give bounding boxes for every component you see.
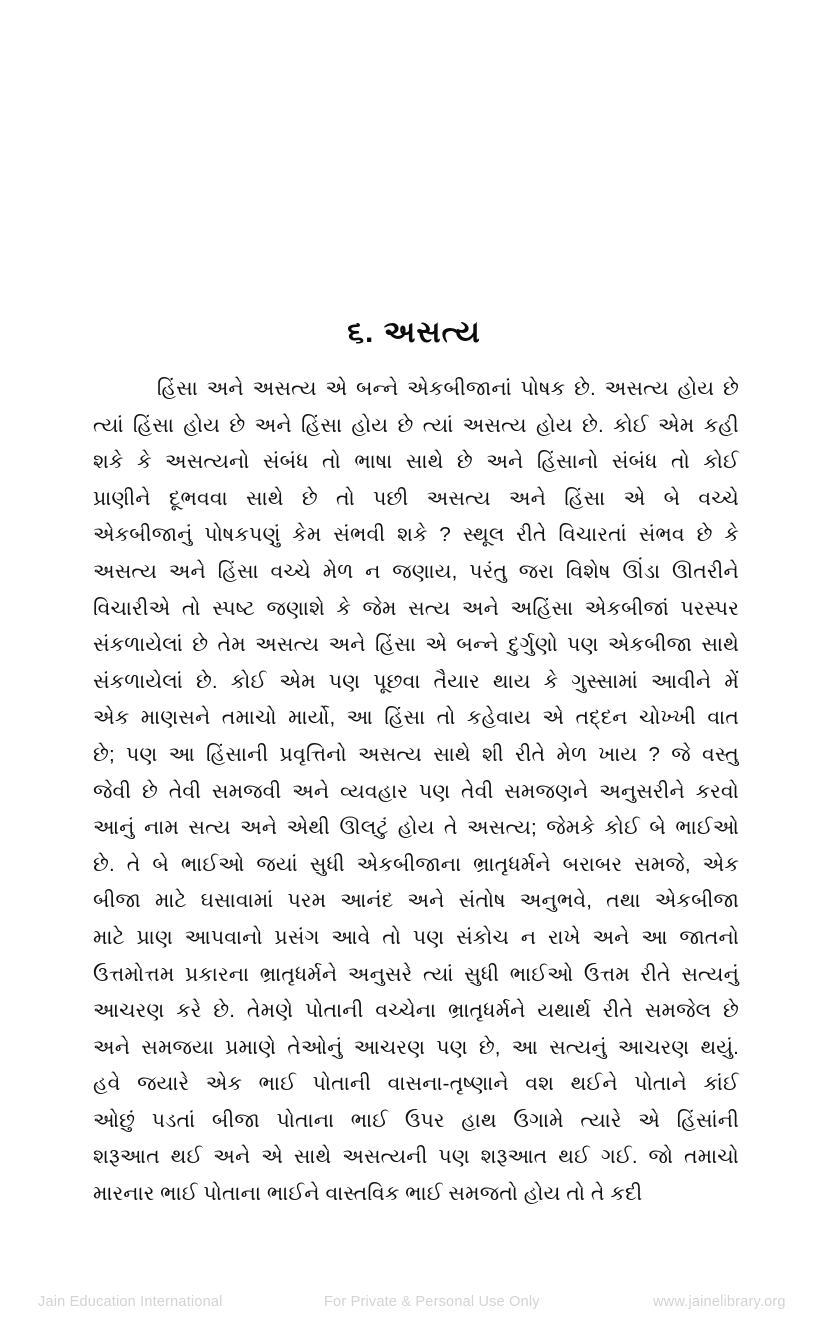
body-word: હિંસા	[301, 413, 343, 437]
body-word: છે	[301, 486, 318, 510]
body-word: એક	[93, 706, 130, 730]
body-word: સ્પષ્ટ	[212, 596, 255, 620]
body-line	[93, 920, 739, 957]
body-word: જાતનો	[679, 925, 739, 949]
body-word: અને	[93, 1035, 131, 1059]
body-word: થાય	[492, 669, 531, 693]
body-word: તે	[126, 852, 141, 876]
body-word: મેળ	[556, 742, 588, 766]
body-word: તો	[671, 450, 690, 474]
body-line	[93, 1066, 739, 1103]
body-word: કેમ	[292, 523, 322, 547]
body-word: અને	[592, 925, 630, 949]
body-word: હવે	[93, 1072, 121, 1096]
body-word: અને	[407, 889, 445, 913]
body-word: સાથે	[246, 486, 284, 510]
body-word: ભ્રાતૃધર્મને	[259, 962, 338, 986]
body-word: બન્ને	[456, 633, 499, 657]
body-word: રીતે	[515, 742, 546, 766]
body-word: સાથે	[293, 1145, 332, 1169]
body-word: ત્યારે	[580, 1108, 622, 1132]
body-word: પણ	[418, 779, 451, 803]
body-line	[93, 517, 739, 554]
body-word: શકે	[93, 450, 124, 474]
footer-usage-notice: For Private & Personal Use Only	[324, 1294, 540, 1310]
body-word: તેમ	[217, 633, 246, 657]
body-word: કોઈ	[604, 816, 640, 840]
body-word: સમજેલ	[644, 999, 712, 1023]
body-word: તે	[443, 816, 458, 840]
body-word: છે	[141, 779, 158, 803]
body-word: ત્યાં	[422, 962, 454, 986]
body-word: સત્ય	[188, 816, 231, 840]
body-word: હોય	[351, 413, 389, 437]
body-line	[93, 591, 739, 628]
body-line	[93, 408, 739, 445]
body-line	[93, 444, 739, 481]
body-word: વચ્ચે	[270, 559, 311, 583]
body-word: વિશેષ	[565, 559, 611, 583]
body-word: ન	[520, 925, 537, 949]
body-word: તો	[382, 925, 402, 949]
body-word: રીતે	[516, 523, 547, 547]
body-word: પરંતુ	[469, 559, 508, 583]
body-word: જેવી	[93, 779, 132, 803]
body-word: અસત્ય	[93, 559, 157, 583]
body-line	[93, 554, 739, 591]
body-word: હિંસા	[564, 486, 606, 510]
body-word: છે;	[93, 742, 115, 766]
body-word: સાથે	[701, 633, 739, 657]
body-word: કરવો	[695, 779, 739, 803]
body-word: કે	[724, 523, 739, 547]
body-word: ઘસાવામાં	[200, 889, 274, 913]
body-word: સત્યનું	[549, 1035, 607, 1059]
body-word: પ્રાણ	[136, 925, 173, 949]
body-line	[93, 883, 739, 920]
body-word: વિચારીએ	[93, 596, 171, 620]
body-word: અસત્યની	[342, 1145, 428, 1169]
body-word: હોય	[397, 816, 435, 840]
body-line	[93, 1103, 739, 1140]
body-word: ઊંડા	[622, 559, 661, 583]
body-word: સંબંધ	[611, 450, 658, 474]
body-word: અસત્ય;	[467, 816, 537, 840]
body-word: આચરણ	[93, 999, 165, 1023]
body-word: સત્ય	[408, 596, 451, 620]
body-word: દુર્ગુણો	[508, 633, 558, 657]
body-word: બે	[152, 852, 169, 876]
body-word: પણ	[125, 742, 158, 766]
body-word: હોય	[535, 413, 573, 437]
body-word: એમ	[658, 413, 695, 437]
body-word: છે.	[195, 669, 218, 693]
body-word: અસત્ય	[255, 633, 320, 657]
body-word: આ	[168, 742, 195, 766]
body-word: અનુભવે,	[519, 889, 593, 913]
body-word: સમજે,	[634, 852, 691, 876]
page-footer	[0, 1294, 828, 1318]
body-word: હિંસા	[217, 559, 259, 583]
body-word: શરૂઆત	[93, 1145, 160, 1169]
body-word: અસત્ય	[604, 377, 669, 400]
body-word: જયાં	[256, 852, 298, 876]
body-word: એ	[638, 1108, 660, 1132]
body-word: થઈને	[570, 1072, 618, 1096]
body-word: જેમ	[362, 596, 397, 620]
body-word: અસત્યનો	[164, 450, 250, 474]
body-word: એકબીજાં	[584, 596, 669, 620]
body-word: ?	[648, 742, 661, 766]
body-text-block	[93, 371, 739, 1213]
body-word: બીજા	[211, 1108, 260, 1132]
body-word: પ્રકારના	[185, 962, 250, 986]
body-word: ઉત્તમ	[583, 962, 630, 986]
body-word: ગુસ્સામાં	[571, 669, 638, 693]
body-word: પણ	[412, 925, 445, 949]
body-word: છે.	[213, 999, 236, 1023]
body-word: બરાબર	[562, 852, 623, 876]
body-word: સાથે	[433, 742, 471, 766]
body-word: ત્યાં	[93, 413, 124, 437]
body-line	[93, 627, 739, 664]
body-word: મેં	[724, 669, 739, 693]
body-word: ઊલટું	[339, 816, 389, 840]
body-word: એકબીજાનાં	[407, 377, 512, 400]
body-word: સુધી	[464, 962, 500, 986]
body-word: જણાય,	[392, 559, 458, 583]
body-word: તમાચો	[221, 706, 277, 730]
body-word: હિંસા	[374, 633, 416, 657]
body-word: ખાય	[598, 742, 638, 766]
body-word: છે,	[478, 1035, 501, 1059]
body-word: અને	[240, 816, 278, 840]
body-word: જણાશે	[266, 596, 325, 620]
body-word: સંબંધ	[262, 450, 309, 474]
body-word: તો	[181, 596, 201, 620]
body-word: આચરણ	[617, 1035, 690, 1059]
body-word: તેઓનું	[287, 1035, 343, 1059]
body-word: સંકોચ	[456, 925, 509, 949]
body-word: આચરણ	[353, 1035, 426, 1059]
body-word: આવે	[331, 925, 371, 949]
body-word: વસ્તુ	[702, 742, 739, 766]
body-word: વિચારતાં	[558, 523, 627, 547]
body-word: પછી	[373, 486, 409, 510]
body-word: સંતોષ	[458, 889, 506, 913]
body-word: અને	[486, 450, 524, 474]
body-word: કે	[336, 596, 351, 620]
body-word: હિંસાંની	[676, 1108, 739, 1132]
body-word: ઊતરીને	[671, 559, 739, 583]
body-word: આનું	[93, 816, 135, 840]
body-word: પૂછવા	[373, 669, 421, 693]
body-word: સમજવી	[211, 779, 282, 803]
body-word: જેમકે	[546, 816, 595, 840]
body-word: એ	[261, 1145, 283, 1169]
body-word: ન	[365, 559, 381, 583]
body-word: આ	[641, 925, 668, 949]
body-word: કોઈ	[613, 413, 649, 437]
body-word: થઈ	[170, 1145, 203, 1169]
body-word: છે	[229, 413, 246, 437]
body-line	[93, 664, 739, 701]
body-word: એક	[702, 852, 739, 876]
body-word: ઓછું	[93, 1108, 136, 1132]
body-line	[93, 737, 739, 774]
body-word: એથી	[286, 816, 331, 840]
body-word: ગઈ.	[600, 1145, 638, 1169]
body-word: સંભવી	[333, 523, 386, 547]
body-word: સત્યનું	[681, 962, 739, 986]
body-word: છે.	[582, 413, 604, 437]
body-word: સમજયા	[141, 1035, 214, 1059]
footer-organization: Jain Education International	[38, 1294, 223, 1310]
body-word: ?	[439, 523, 451, 547]
body-word: આ	[346, 706, 373, 730]
body-word: વાસના-તૃષ્ણાને	[387, 1072, 509, 1096]
body-word: આનંદ	[340, 889, 394, 913]
body-word: જે	[671, 742, 691, 766]
body-word: એમ	[279, 669, 316, 693]
body-word: પણ	[567, 633, 599, 657]
body-word: કોઈ	[230, 669, 267, 693]
body-word: સંકળાયેલાં	[93, 633, 183, 657]
body-line	[93, 700, 739, 737]
body-word: અને	[508, 486, 546, 510]
body-word: તો	[336, 486, 355, 510]
body-word: રીતે	[602, 999, 633, 1023]
body-word: તદ્દન	[575, 706, 628, 730]
body-word: કે	[543, 669, 559, 693]
body-word: પોષક	[520, 377, 566, 400]
body-word: હોય	[183, 413, 220, 437]
body-word: એકબીજાના	[356, 852, 462, 876]
body-line	[93, 993, 739, 1030]
body-word: રીતે	[640, 962, 671, 986]
body-word: ઉત્તમોત્તમ	[93, 962, 175, 986]
body-word: સંકળાયેલાં	[93, 669, 183, 693]
body-word: હિંસા	[132, 413, 174, 437]
body-word: છે	[696, 523, 713, 547]
body-word: વ્યવહાર	[340, 779, 409, 803]
body-word: એકબીજા	[607, 633, 693, 657]
chapter-heading: ૬. અસત્ય	[347, 316, 481, 350]
body-word: હિંસા	[384, 706, 426, 730]
body-word: તૈયાર	[433, 669, 480, 693]
body-word: વચ્ચેના	[375, 999, 437, 1023]
body-word: શકે	[397, 523, 428, 547]
body-word: એક	[205, 1072, 243, 1096]
body-word: અસત્ય	[462, 413, 527, 437]
body-word: પ્રવૃત્તિનો	[279, 742, 347, 766]
body-word: ચોખ્ખી	[639, 706, 697, 730]
body-word: બન્ને	[356, 377, 399, 400]
body-word: ઉગામે	[513, 1108, 564, 1132]
body-word: જયારે	[137, 1072, 190, 1096]
body-word: કે	[136, 450, 152, 474]
body-word: દૂભવવા	[168, 486, 228, 510]
body-word: તો	[322, 450, 341, 474]
body-word: સંભવ	[638, 523, 685, 547]
body-word: કહી	[703, 413, 739, 437]
body-word: માર્યો,	[288, 706, 336, 730]
body-word: તેવી	[461, 779, 494, 803]
body-word: હોય	[677, 377, 715, 400]
body-line	[93, 957, 739, 994]
body-line	[93, 481, 739, 518]
body-word: પોતાના	[276, 1108, 335, 1132]
body-word: અને	[292, 779, 330, 803]
body-word: કહેવાય	[466, 706, 531, 730]
body-word: ભ્રાતૃધર્મને	[447, 999, 526, 1023]
body-word: બે	[649, 816, 666, 840]
body-word: ભાઈઓ	[180, 852, 245, 876]
body-word: ભાઈ	[258, 1072, 297, 1096]
body-word: પણ	[328, 669, 361, 693]
body-word: માટે	[154, 889, 187, 913]
body-word: અને	[328, 633, 366, 657]
body-word: પોતાને	[634, 1072, 687, 1096]
body-word: માણસને	[140, 706, 211, 730]
body-word: સમજણને	[504, 779, 589, 803]
body-word: આપવાનો	[184, 925, 263, 949]
body-word: તેમણે	[246, 999, 294, 1023]
body-word: રાખે	[547, 925, 581, 949]
body-word: છે.	[93, 852, 115, 876]
body-word: વચ્ચે	[698, 486, 739, 510]
body-word: પણ	[438, 1145, 470, 1169]
body-word: અનુસરે	[347, 962, 413, 986]
body-word: અસત્ય	[252, 377, 317, 400]
body-word: યથાર્થ	[537, 999, 591, 1023]
body-word: હાથ	[461, 1108, 497, 1132]
body-word: તમાચો	[683, 1145, 739, 1169]
body-word: છે.	[574, 377, 596, 400]
body-line	[93, 1139, 739, 1176]
body-word: ભાઈ	[350, 1108, 389, 1132]
body-word: તો	[436, 706, 456, 730]
body-word: છે	[397, 413, 414, 437]
body-word: અનુસરીને	[599, 779, 685, 803]
body-word: છે	[456, 450, 473, 474]
body-word: ઉપર	[404, 1108, 445, 1132]
body-word: જરા	[518, 559, 554, 583]
body-word: બે	[663, 486, 681, 510]
body-word: સુધી	[309, 852, 345, 876]
body-word: સ્થૂલ	[462, 523, 505, 547]
body-word: શરૂઆત	[480, 1145, 548, 1169]
body-word: એ	[542, 706, 565, 730]
body-word: પણ	[436, 1035, 468, 1059]
body-word: થયું.	[700, 1035, 739, 1059]
body-word: એકબીજા	[654, 889, 739, 913]
body-line	[93, 847, 739, 884]
body-word: નામ	[143, 816, 179, 840]
body-word: વશ	[525, 1072, 555, 1096]
body-word: કોઈ	[703, 450, 739, 474]
body-word: આ	[511, 1035, 538, 1059]
body-word: મેળ	[322, 559, 354, 583]
body-word: પોતાની	[304, 999, 364, 1023]
body-word: અને	[213, 1145, 251, 1169]
body-word: કાંઈ	[703, 1072, 739, 1096]
body-word: પરમ	[287, 889, 327, 913]
body-line	[93, 371, 739, 408]
body-word: શી	[481, 742, 504, 766]
paragraph-indent	[93, 371, 148, 408]
footer-website-url: www.jainelibrary.org	[653, 1294, 786, 1310]
body-word: માટે	[93, 925, 125, 949]
body-line	[93, 1030, 739, 1067]
body-word: પરસ્પર	[680, 596, 739, 620]
body-word: હિંસાની	[206, 742, 269, 766]
body-word: પ્રાણીને	[93, 486, 151, 510]
body-word: એ	[325, 377, 348, 400]
body-word: અને	[254, 413, 292, 437]
body-word: હિંસાનો	[536, 450, 599, 474]
body-word: પોતાની	[312, 1072, 372, 1096]
body-word: અને	[168, 559, 206, 583]
body-word: પડતાં	[151, 1108, 196, 1132]
body-word: છે	[723, 377, 739, 400]
body-word: ભાઈઓ	[509, 962, 574, 986]
body-word: ભ્રાતૃધર્મને	[473, 852, 551, 876]
body-line: મારનાર ભાઈ પોતાના ભાઈને વાસ્તવિક ભાઈ સમજતો હોય તો તે કદી	[93, 1182, 643, 1206]
body-word: છે	[723, 999, 739, 1023]
body-word: તથા	[606, 889, 641, 913]
body-word: એ	[623, 486, 646, 510]
body-word: એ	[425, 633, 448, 657]
body-word: અસત્ય	[357, 742, 422, 766]
body-word: તેવી	[168, 779, 202, 803]
body-word: અને	[461, 596, 499, 620]
body-line	[93, 774, 739, 811]
body-word: કરે	[176, 999, 202, 1023]
body-word: પ્રમાણે	[225, 1035, 277, 1059]
body-word: આવીને	[650, 669, 712, 693]
body-word: વાત	[707, 706, 739, 730]
body-word: અને	[206, 377, 244, 400]
body-word: એકબીજાનું	[93, 523, 193, 547]
body-word: ભાઈઓ	[675, 816, 739, 840]
body-word: પ્રસંગ	[274, 925, 320, 949]
body-word: બીજા	[93, 889, 141, 913]
body-word: અસત્ય	[426, 486, 491, 510]
body-word: ત્યાં	[422, 413, 454, 437]
body-word: પોષકપણું	[204, 523, 281, 547]
body-word: અહિંસા	[510, 596, 574, 620]
body-line	[93, 810, 739, 847]
body-word: હિંસા	[156, 377, 198, 400]
body-word: સાથે	[405, 450, 444, 474]
body-word: છે	[192, 633, 209, 657]
body-word: જો	[648, 1145, 674, 1169]
body-word: થઈ	[558, 1145, 590, 1169]
body-word: ભાષા	[354, 450, 393, 474]
